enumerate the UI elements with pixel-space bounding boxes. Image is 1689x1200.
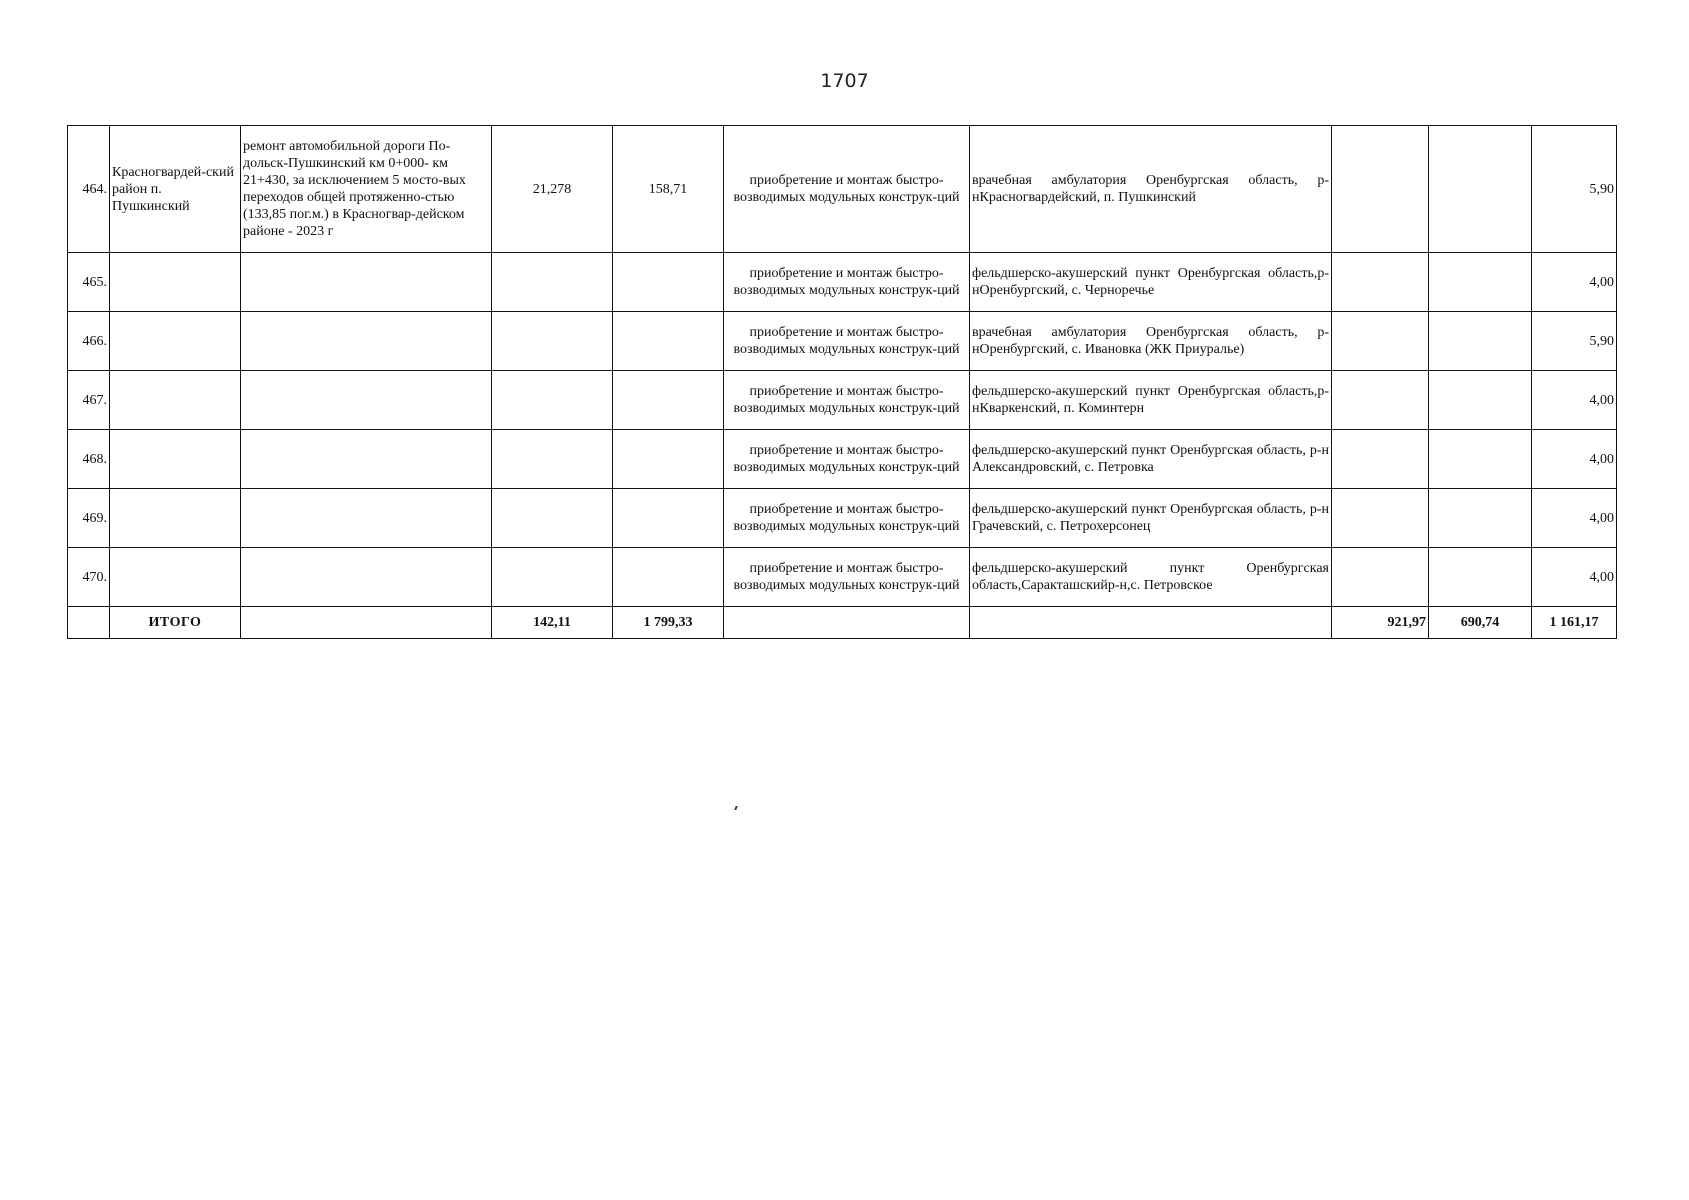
cost-cell <box>613 430 724 489</box>
district-cell <box>110 312 241 371</box>
table-row <box>68 371 1617 430</box>
length-cell <box>492 312 613 371</box>
district-cell <box>110 430 241 489</box>
col9-cell <box>1429 126 1532 253</box>
col9-cell <box>1429 371 1532 430</box>
cost-cell <box>613 253 724 312</box>
work-cell: приобретение и монтаж быстро-возводимых модульных конструк-ций <box>724 312 970 371</box>
length-cell <box>492 489 613 548</box>
total-cell-empty <box>970 607 1332 639</box>
cost-cell <box>613 371 724 430</box>
total-label: ИТОГО <box>110 607 241 639</box>
col8-cell <box>1332 371 1429 430</box>
amount-cell: 4,00 <box>1532 430 1617 489</box>
total-row <box>68 607 1617 639</box>
work-cell: приобретение и монтаж быстро-возводимых модульных конструк-ций <box>724 489 970 548</box>
facility-cell: фельдшерско-акушерский пункт Оренбургская область,Саракташскийр-н,с. Петровское <box>970 548 1332 607</box>
total-col8: 921,97 <box>1332 607 1429 639</box>
road-cell <box>241 312 492 371</box>
col9-cell <box>1429 548 1532 607</box>
row-number: 468. <box>68 430 110 489</box>
district-cell <box>110 371 241 430</box>
table-row <box>68 430 1617 489</box>
district-cell <box>110 548 241 607</box>
length-cell <box>492 253 613 312</box>
road-cell <box>241 371 492 430</box>
col9-cell <box>1429 312 1532 371</box>
col8-cell <box>1332 126 1429 253</box>
col9-cell <box>1429 430 1532 489</box>
col9-cell <box>1429 489 1532 548</box>
road-cell <box>241 548 492 607</box>
row-number: 466. <box>68 312 110 371</box>
facility-cell: врачебная амбулатория Оренбургская область, р-нОренбургский, с. Ивановка (ЖК Приуралье) <box>970 312 1332 371</box>
facility-cell: фельдшерско-акушерский пункт Оренбургская область, р-н Александровский, с. Петровка <box>970 430 1332 489</box>
amount-cell: 4,00 <box>1532 548 1617 607</box>
facility-cell: фельдшерско-акушерский пункт Оренбургская область,р-нОренбургский, с. Черноречье <box>970 253 1332 312</box>
road-cell <box>241 253 492 312</box>
cost-cell <box>613 312 724 371</box>
amount-cell: 5,90 <box>1532 312 1617 371</box>
district-cell <box>110 489 241 548</box>
total-col9: 690,74 <box>1429 607 1532 639</box>
cost-cell <box>613 489 724 548</box>
row-number: 464. <box>68 126 110 253</box>
work-cell: приобретение и монтаж быстро-возводимых модульных конструк-ций <box>724 548 970 607</box>
row-number: 465. <box>68 253 110 312</box>
stray-mark <box>734 806 737 810</box>
work-cell: приобретение и монтаж быстро-возводимых модульных конструк-ций <box>724 253 970 312</box>
col8-cell <box>1332 312 1429 371</box>
page-number: 1707 <box>820 70 869 92</box>
total-cell-empty <box>68 607 110 639</box>
work-cell: приобретение и монтаж быстро-возводимых модульных конструк-ций <box>724 430 970 489</box>
work-cell: приобретение и монтаж быстро-возводимых модульных конструк-ций <box>724 371 970 430</box>
road-cell: ремонт автомобильной дороги По-дольск-Пушкинский км 0+000- км 21+430, за исключением 5 мосто-вых переходов общей протяженно-стью (133,85 пог.м.) в Красногвар-дейском районе - 2023 г <box>241 126 492 253</box>
col8-cell <box>1332 253 1429 312</box>
col8-cell <box>1332 430 1429 489</box>
total-amount: 1 161,17 <box>1532 607 1617 639</box>
row-number: 469. <box>68 489 110 548</box>
district-cell <box>110 253 241 312</box>
table-row <box>68 312 1617 371</box>
amount-cell: 4,00 <box>1532 489 1617 548</box>
total-cell-empty <box>724 607 970 639</box>
length-cell <box>492 430 613 489</box>
table-body <box>68 126 1617 607</box>
table-row <box>68 489 1617 548</box>
total-cost: 1 799,33 <box>613 607 724 639</box>
length-cell: 21,278 <box>492 126 613 253</box>
table-row <box>68 253 1617 312</box>
amount-cell: 4,00 <box>1532 371 1617 430</box>
district-cell: Красногвардей-ский район п. Пушкинский <box>110 126 241 253</box>
col9-cell <box>1429 253 1532 312</box>
cost-cell: 158,71 <box>613 126 724 253</box>
road-cell <box>241 489 492 548</box>
work-cell: приобретение и монтаж быстро-возводимых модульных конструк-ций <box>724 126 970 253</box>
amount-cell: 5,90 <box>1532 126 1617 253</box>
facility-cell: врачебная амбулатория Оренбургская область, р-нКрасногвардейский, п. Пушкинский <box>970 126 1332 253</box>
total-cell-empty <box>241 607 492 639</box>
facility-cell: фельдшерско-акушерский пункт Оренбургская область,р-нКваркенский, п. Коминтерн <box>970 371 1332 430</box>
row-number: 467. <box>68 371 110 430</box>
amount-cell: 4,00 <box>1532 253 1617 312</box>
facility-cell: фельдшерско-акушерский пункт Оренбургская область, р-н Грачевский, с. Петрохерсонец <box>970 489 1332 548</box>
row-number: 470. <box>68 548 110 607</box>
road-cell <box>241 430 492 489</box>
length-cell <box>492 548 613 607</box>
cost-cell <box>613 548 724 607</box>
program-table <box>67 125 1617 639</box>
total-length: 142,11 <box>492 607 613 639</box>
col8-cell <box>1332 548 1429 607</box>
table-row <box>68 126 1617 253</box>
length-cell <box>492 371 613 430</box>
col8-cell <box>1332 489 1429 548</box>
table-row <box>68 548 1617 607</box>
